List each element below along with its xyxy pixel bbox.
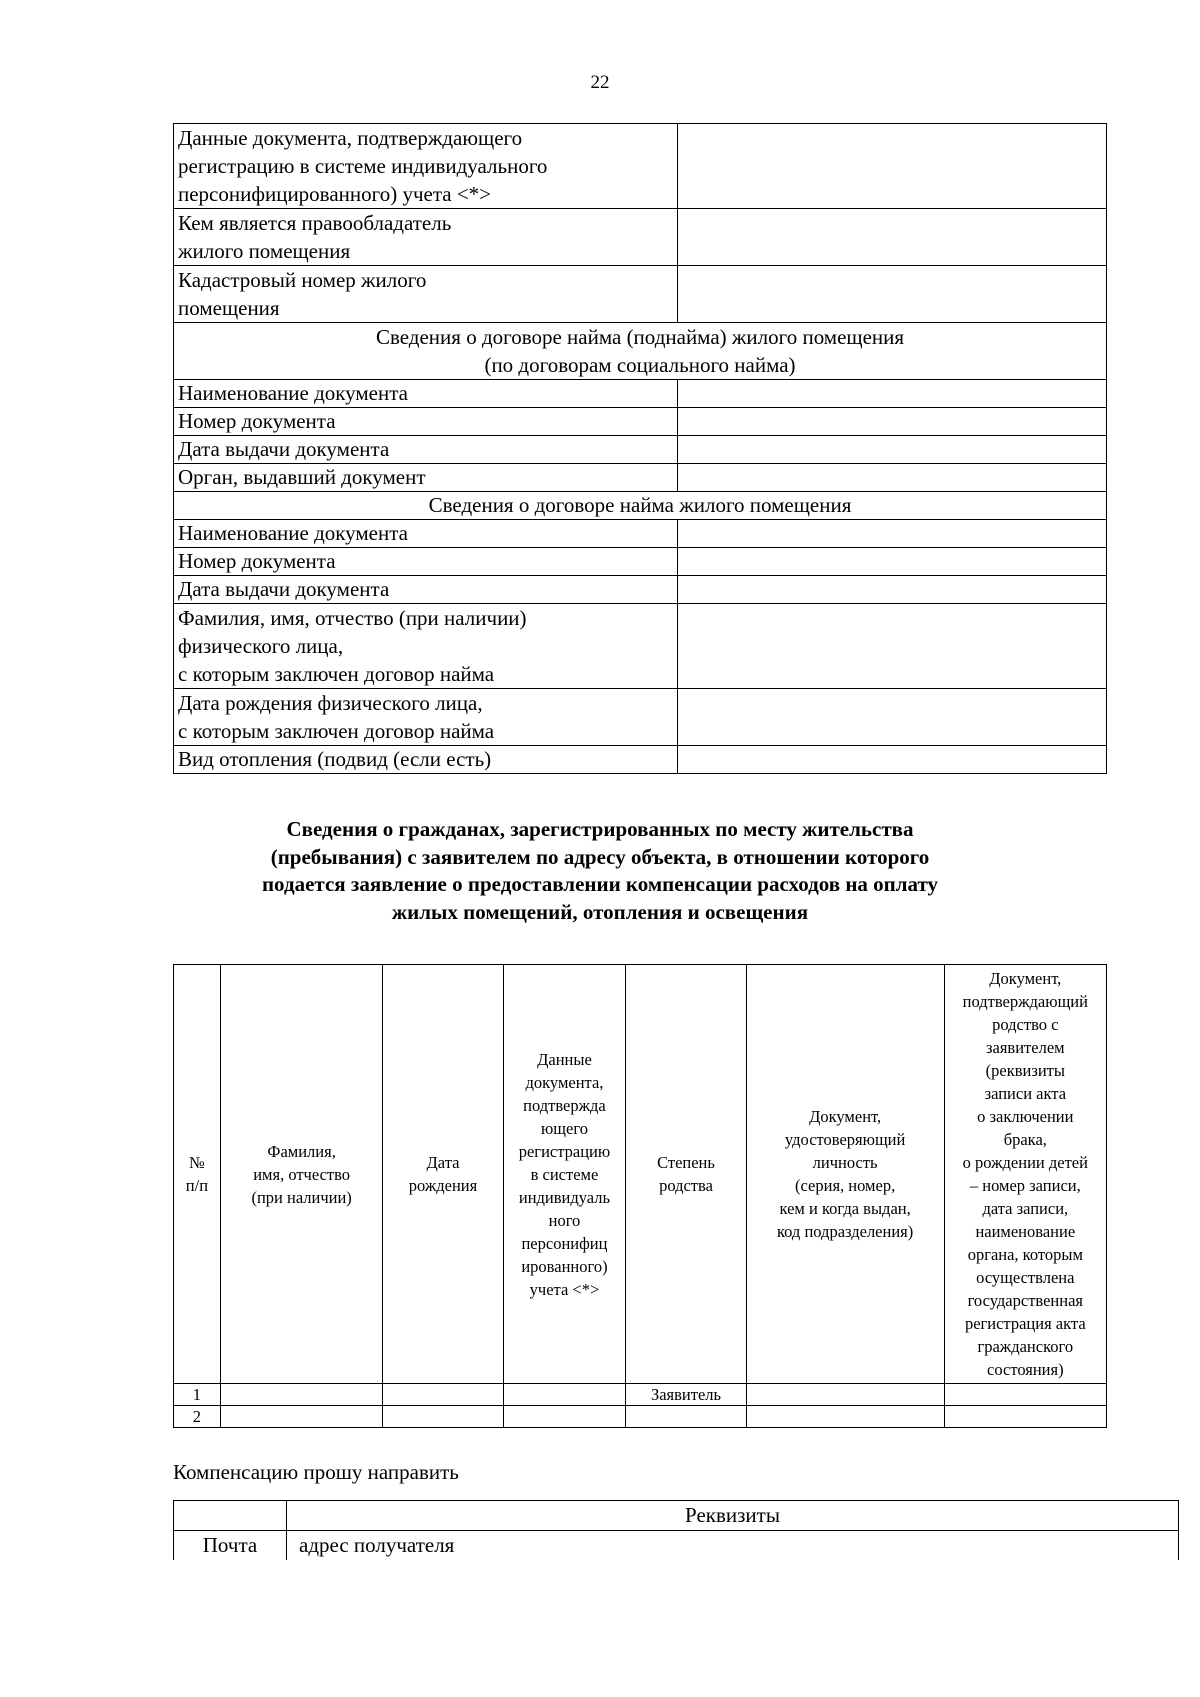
field-label: Кем является правообладатель жилого помещения bbox=[174, 209, 678, 266]
requisites-header: Реквизиты bbox=[287, 1501, 1179, 1531]
table-cell[interactable] bbox=[383, 1384, 503, 1406]
row-number: 2 bbox=[174, 1406, 221, 1428]
field-value[interactable] bbox=[678, 266, 1107, 323]
payment-method-cell: Почта bbox=[174, 1531, 287, 1561]
row-number: 1 bbox=[174, 1384, 221, 1406]
table-cell[interactable] bbox=[220, 1384, 383, 1406]
column-header: Документ, подтверждающий родство с заявителем (реквизиты записи акта о заключении брака, о рождении детей – номер записи, дата записи, наименование органа, которым осуществлена государственная регистрация акта гражданского состояния) bbox=[944, 965, 1106, 1384]
table-cell[interactable] bbox=[503, 1384, 626, 1406]
section-row bbox=[174, 492, 1107, 520]
field-value[interactable] bbox=[678, 464, 1107, 492]
table-row bbox=[174, 1531, 1179, 1561]
field-label: Номер документа bbox=[174, 548, 678, 576]
field-value[interactable] bbox=[678, 124, 1107, 209]
table-cell[interactable] bbox=[220, 1406, 383, 1428]
table-cell bbox=[174, 1501, 287, 1531]
table-row bbox=[174, 1384, 1107, 1406]
section-title: Сведения о договоре найма (поднайма) жилого помещения (по договорам социального найма) bbox=[174, 323, 1107, 380]
field-label: Наименование документа bbox=[174, 380, 678, 408]
table-row bbox=[174, 604, 1107, 689]
column-header: Дата рождения bbox=[383, 965, 503, 1384]
section-row bbox=[174, 323, 1107, 380]
field-value[interactable] bbox=[678, 520, 1107, 548]
table-cell[interactable] bbox=[503, 1406, 626, 1428]
payment-details-table bbox=[173, 1500, 1179, 1560]
table-cell[interactable] bbox=[944, 1406, 1106, 1428]
table-row bbox=[174, 576, 1107, 604]
table-cell[interactable] bbox=[746, 1406, 944, 1428]
table-row bbox=[174, 548, 1107, 576]
field-label: Фамилия, имя, отчество (при наличии) физического лица, с которым заключен договор найма bbox=[174, 604, 678, 689]
table-row bbox=[174, 464, 1107, 492]
column-header: Фамилия, имя, отчество (при наличии) bbox=[220, 965, 383, 1384]
field-label: Наименование документа bbox=[174, 520, 678, 548]
table-row bbox=[174, 1406, 1107, 1428]
table-row bbox=[174, 746, 1107, 774]
table-row bbox=[174, 124, 1107, 209]
table-cell bbox=[626, 1406, 746, 1428]
table-row bbox=[174, 520, 1107, 548]
field-value[interactable] bbox=[678, 209, 1107, 266]
table-cell: Заявитель bbox=[626, 1384, 746, 1406]
field-label: Номер документа bbox=[174, 408, 678, 436]
table-row bbox=[174, 436, 1107, 464]
field-label: Дата выдачи документа bbox=[174, 576, 678, 604]
compensation-intro: Компенсацию прошу направить bbox=[173, 1460, 459, 1484]
recipient-address-cell: адрес получателя bbox=[287, 1531, 1179, 1561]
housing-details-table bbox=[173, 123, 1107, 774]
field-label: Дата выдачи документа bbox=[174, 436, 678, 464]
page-number: 22 bbox=[590, 72, 610, 93]
table-cell[interactable] bbox=[746, 1384, 944, 1406]
field-value[interactable] bbox=[678, 436, 1107, 464]
field-label: Орган, выдавший документ bbox=[174, 464, 678, 492]
table-cell[interactable] bbox=[383, 1406, 503, 1428]
section-title: Сведения о договоре найма жилого помещения bbox=[174, 492, 1107, 520]
table-row bbox=[174, 408, 1107, 436]
field-value[interactable] bbox=[678, 548, 1107, 576]
column-header: Данные документа, подтвержда ющего регистрацию в системе индивидуаль ного персонифиц ированного) учета <*> bbox=[503, 965, 626, 1384]
table-row bbox=[174, 209, 1107, 266]
field-value[interactable] bbox=[678, 689, 1107, 746]
field-label: Кадастровый номер жилого помещения bbox=[174, 266, 678, 323]
field-value[interactable] bbox=[678, 746, 1107, 774]
table-header-row bbox=[174, 965, 1107, 1384]
column-header: Степень родства bbox=[626, 965, 746, 1384]
field-label: Вид отопления (подвид (если есть) bbox=[174, 746, 678, 774]
registered-citizens-table bbox=[173, 964, 1107, 1428]
table-cell[interactable] bbox=[944, 1384, 1106, 1406]
table-header-row bbox=[174, 1501, 1179, 1531]
table-row bbox=[174, 689, 1107, 746]
field-value[interactable] bbox=[678, 408, 1107, 436]
field-label: Дата рождения физического лица, с которым заключен договор найма bbox=[174, 689, 678, 746]
field-value[interactable] bbox=[678, 380, 1107, 408]
column-header: Документ, удостоверяющий личность (серия, номер, кем и когда выдан, код подразделения) bbox=[746, 965, 944, 1384]
field-value[interactable] bbox=[678, 576, 1107, 604]
table-row bbox=[174, 380, 1107, 408]
field-value[interactable] bbox=[678, 604, 1107, 689]
field-label: Данные документа, подтверждающего регистрацию в системе индивидуального персонифицированного) учета <*> bbox=[174, 124, 678, 209]
registered-citizens-heading: Сведения о гражданах, зарегистрированных по месту жительства (пребывания) с заявителем по адресу объекта, в отношении которого подается заявление о предоставлении компенсации расходов на оплату жилых помещений, отопления и освещения bbox=[261, 817, 939, 924]
column-header: № п/п bbox=[174, 965, 221, 1384]
table-row bbox=[174, 266, 1107, 323]
